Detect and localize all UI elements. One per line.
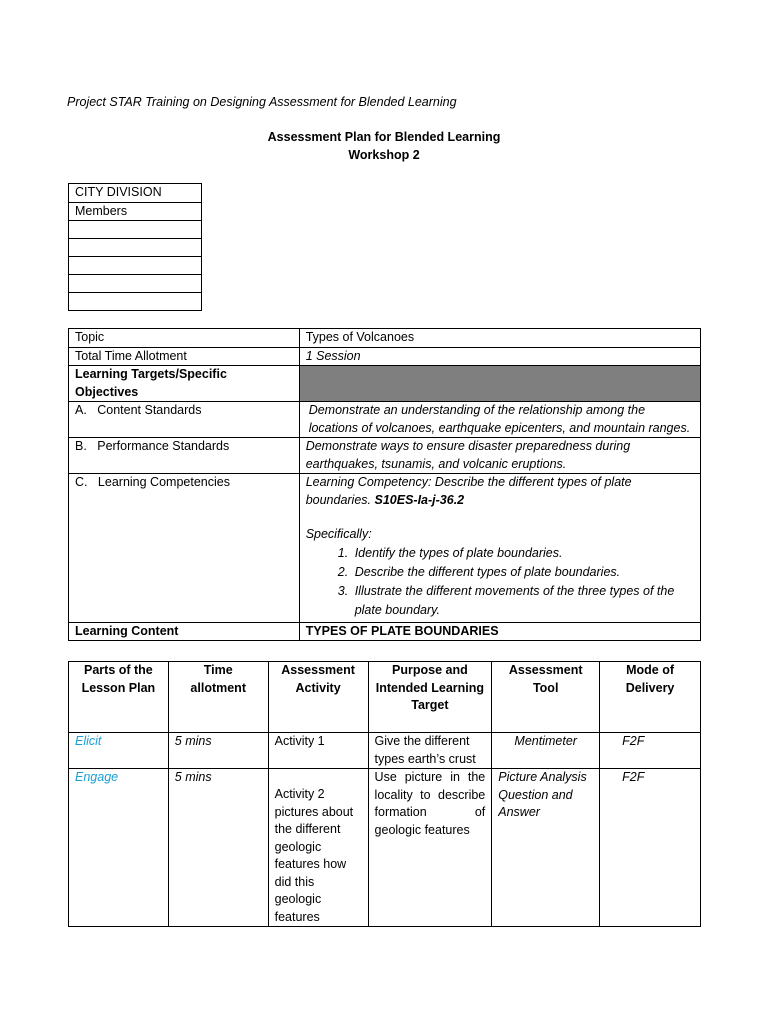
header-purpose: Purpose and Intended Learning Target bbox=[368, 662, 492, 733]
performance-standards-row bbox=[69, 438, 701, 474]
time-allotment-label: Total Time Allotment bbox=[69, 347, 300, 366]
header-parts: Parts of the Lesson Plan bbox=[69, 662, 169, 733]
performance-standards-text: Performance Standards bbox=[97, 439, 230, 453]
objective-item: 3. Illustrate the different movements of the three types of the plate boundary. bbox=[352, 582, 694, 620]
workshop-title: Workshop 2 bbox=[348, 148, 420, 162]
objectives-list bbox=[306, 544, 694, 620]
item-letter: B. bbox=[75, 439, 87, 453]
header-activity: Assessment Activity bbox=[268, 662, 368, 733]
time-allotment-row bbox=[69, 347, 701, 366]
document-title: Assessment Plan for Blended Learning bbox=[267, 130, 501, 144]
header-mode: Mode of Delivery bbox=[600, 662, 701, 733]
specifically-label: Specifically: bbox=[305, 527, 372, 541]
competency-intro: Learning Competency: Describe the different types of plate boundaries. bbox=[305, 475, 632, 507]
learning-targets-label: Learning Targets/Specific Objectives bbox=[69, 366, 300, 402]
content-standards-text: Content Standards bbox=[97, 403, 202, 417]
member-blank-cell bbox=[69, 221, 202, 239]
learning-content-value: TYPES OF PLATE BOUNDARIES bbox=[299, 622, 700, 641]
purpose-cell: Give the different types earth’s crust bbox=[368, 733, 492, 769]
tool-cell: Picture Analysis Question and Answer bbox=[492, 769, 600, 927]
learning-targets-row bbox=[69, 366, 701, 402]
topic-label: Topic bbox=[69, 329, 300, 348]
mode-cell: F2F bbox=[600, 769, 701, 927]
activity-cell: Activity 1 bbox=[268, 733, 368, 769]
learning-competencies-text: Learning Competencies bbox=[97, 475, 230, 489]
content-standards-value: Demonstrate an understanding of the relationship among the locations of volcanoes, earthquake epicenters, and mountain ranges. bbox=[299, 402, 700, 438]
learning-content-label: Learning Content bbox=[69, 622, 300, 641]
learning-competencies-row bbox=[69, 474, 701, 623]
topic-row bbox=[69, 329, 701, 348]
mode-cell: F2F bbox=[600, 733, 701, 769]
member-blank-cell bbox=[69, 257, 202, 275]
member-blank-cell bbox=[69, 239, 202, 257]
purpose-cell: Use picture in the locality to describe formation of geologic features bbox=[368, 769, 492, 927]
learning-competencies-label bbox=[69, 474, 300, 623]
competency-code: S10ES-Ia-j-36.2 bbox=[374, 492, 465, 507]
member-blank-cell bbox=[69, 293, 202, 311]
objective-item: 1. Identify the types of plate boundaries. bbox=[352, 544, 694, 563]
part-link-engage[interactable]: Engage bbox=[69, 769, 169, 927]
document-subtitle: Project STAR Training on Designing Assessment for Blended Learning bbox=[67, 95, 457, 109]
assessment-table bbox=[68, 661, 701, 927]
objective-item: 2. Describe the different types of plate boundaries. bbox=[352, 563, 694, 582]
assessment-header-row bbox=[69, 662, 701, 733]
assessment-row-engage bbox=[69, 769, 701, 927]
header-time: Time allotment bbox=[168, 662, 268, 733]
members-cell: Members bbox=[69, 202, 202, 221]
item-letter: A. bbox=[75, 403, 87, 417]
header-tool: Assessment Tool bbox=[492, 662, 600, 733]
shaded-cell bbox=[299, 366, 700, 402]
topic-value: Types of Volcanoes bbox=[299, 329, 700, 348]
content-standards-label bbox=[69, 402, 300, 438]
time-cell: 5 mins bbox=[168, 733, 268, 769]
item-letter: C. bbox=[75, 475, 88, 489]
performance-standards-label bbox=[69, 438, 300, 474]
part-link-elicit[interactable]: Elicit bbox=[69, 733, 169, 769]
member-blank-cell bbox=[69, 275, 202, 293]
learning-competencies-value bbox=[299, 474, 700, 623]
content-standards-row bbox=[69, 402, 701, 438]
city-division-cell: CITY DIVISION bbox=[69, 184, 202, 203]
performance-standards-value: Demonstrate ways to ensure disaster preparedness during earthquakes, tsunamis, and volcanic eruptions. bbox=[299, 438, 700, 474]
lesson-plan-table bbox=[68, 328, 701, 641]
assessment-row-elicit bbox=[69, 733, 701, 769]
members-table bbox=[68, 183, 202, 311]
time-cell: 5 mins bbox=[168, 769, 268, 927]
time-allotment-value: 1 Session bbox=[299, 347, 700, 366]
activity-cell: Activity 2 pictures about the different geologic features how did this geologic features bbox=[268, 769, 368, 927]
learning-content-row bbox=[69, 622, 701, 641]
tool-cell: Mentimeter bbox=[492, 733, 600, 769]
